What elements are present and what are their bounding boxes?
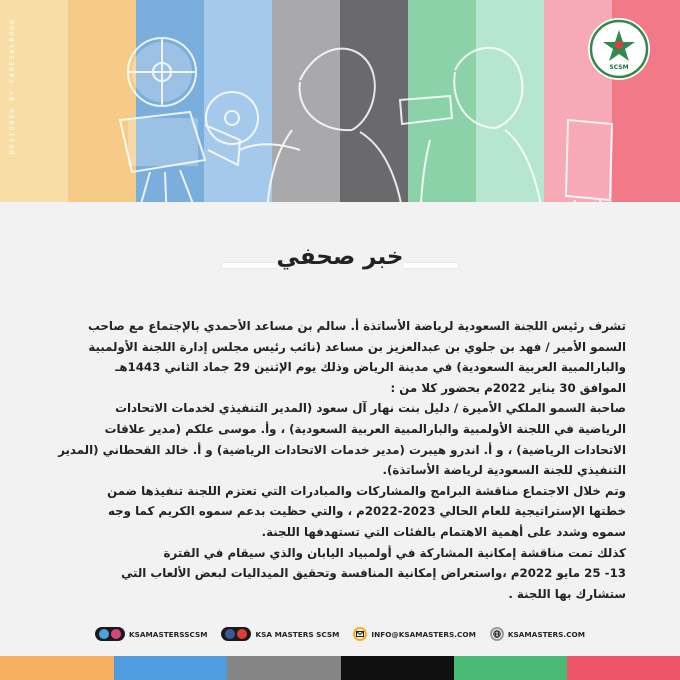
website-link[interactable] xyxy=(490,627,585,641)
instagram-icon xyxy=(111,629,121,639)
scsm-logo xyxy=(588,18,650,80)
body-line: ستشارك بها اللجنة . xyxy=(508,586,626,601)
bar-segment xyxy=(0,656,114,680)
body-line: الموافق 30 يناير 2022م بحضور كلا من : xyxy=(390,380,626,395)
body-line: 13- 25 مايو 2022م ،واستعراض إمكانية المنافسة وتحقيق الميداليات لبعض الألعاب التي xyxy=(121,566,626,581)
body-line: وتم خلال الاجتماع مناقشة البرامج والمشاركات والمبادرات التي تعتزم اللجنة تنفيذها ضمن xyxy=(107,483,626,498)
social-handle-link[interactable] xyxy=(95,627,208,641)
globe-icon xyxy=(490,627,504,641)
body-line: السمو الأمير / فهد بن جلوي بن عبدالعزيز بن مساعد (نائب رئيس مجلس إدارة اللجنة الأولمبية xyxy=(88,339,626,354)
bar-segment xyxy=(454,656,567,680)
contact-footer xyxy=(0,622,680,646)
body-line: الرياضية في اللجنة الأولمبية والبارالمبية العربية السعودية) ، وأ. موسى علكم (مدير علاقات xyxy=(104,421,626,436)
email-link[interactable] xyxy=(353,627,475,641)
body-line: خطتها الإستراتيجية للعام الحالي 2023-2022م ، والتي حظيت بدعم سموه الكريم كما وجه xyxy=(108,504,626,519)
body-line: والبارالمبية العربية السعودية) في مدينة الرياض وذلك يوم الإثنين 29 جماد الثاني 1443هـ xyxy=(115,360,626,375)
bar-segment xyxy=(227,656,341,680)
body-line: كذلك تمت مناقشة إمكانية المشاركة في أولمبياد اليابان والذي سيقام في الفترة xyxy=(163,545,626,560)
channel-link[interactable] xyxy=(221,627,339,641)
bar-segment xyxy=(567,656,680,680)
body-line: تشرف رئيس اللجنة السعودية لرياضة الأساتذة أ. سالم بن مساعد الأحمدي بالإجتماع مع صاحب xyxy=(87,319,626,333)
press-release-body xyxy=(28,316,626,604)
globe-shape-icon xyxy=(493,630,501,638)
social-handle-text: KSAMASTERSSCSM xyxy=(128,629,208,639)
website-text: KSAMASTERS.COM xyxy=(507,629,586,639)
channel-icons xyxy=(221,627,251,641)
body-line: الاتحادات الرياضية) ، و أ. اندرو هيبرت (مدير خدمات الاتحادات الرياضية) و أ. خالد القحطاني (المدير xyxy=(58,442,626,457)
envelope-icon xyxy=(356,631,364,637)
bar-segment xyxy=(114,656,227,680)
youtube-icon xyxy=(237,629,247,639)
logo-label: SCSM xyxy=(609,64,629,71)
channel-text: KSA MASTERS SCSM xyxy=(255,629,340,639)
body-line: التنفيذي للجنة السعودية لرياضة الأساتذة). xyxy=(382,463,626,478)
bar-segment xyxy=(341,656,454,680)
email-icon xyxy=(353,627,367,641)
social-icons xyxy=(95,627,125,641)
twitter-icon xyxy=(99,629,109,639)
body-line: سموه وشدد على أهمية الاهتمام بالفئات التي تستهدفها اللجنة. xyxy=(261,524,626,539)
email-text: INFO@KSAMASTERS.COM xyxy=(371,629,476,639)
page-title: خبر صحفي xyxy=(276,244,404,270)
bottom-color-bar xyxy=(0,656,680,680)
designer-credit: DESIGNED BY FARESALROUQ xyxy=(8,18,16,155)
body-line: صاحبة السمو الملكي الأميرة / دليل بنت نهار آل سعود (المدير التنفيذي لخدمات الاتحادات xyxy=(115,401,626,416)
facebook-icon xyxy=(225,629,235,639)
